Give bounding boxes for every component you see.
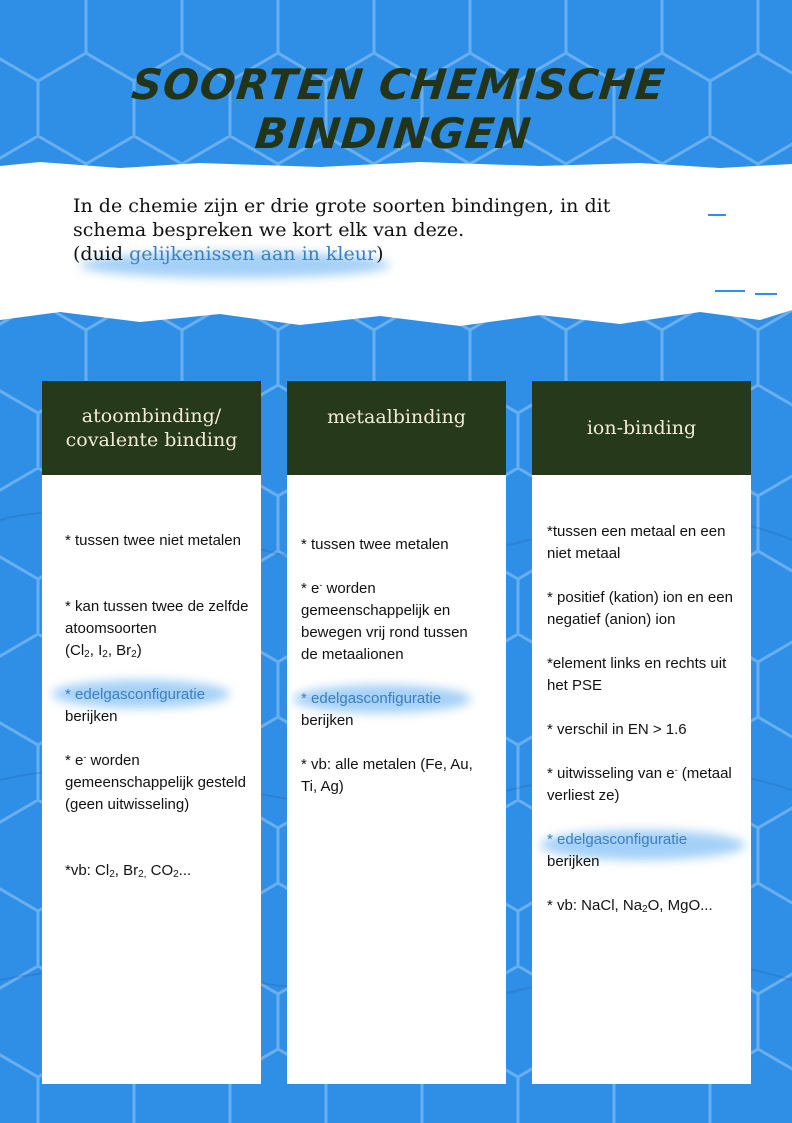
- point-3-text: *element links en rechts uit het PSE: [547, 655, 727, 694]
- formula-part: , Br: [107, 642, 132, 659]
- point-2: [547, 587, 737, 631]
- point-4: [65, 750, 255, 816]
- point-5-text: (metaal verliest ze): [547, 765, 732, 804]
- formula-part: (Cl: [65, 642, 85, 659]
- formula-sub: 2: [173, 869, 179, 880]
- point-2: [301, 578, 486, 666]
- formula-sub: 2: [109, 869, 115, 880]
- formula-sub: 2: [102, 649, 108, 660]
- point-2-text: * kan tussen twee de zelfde atoomsoorten: [65, 598, 249, 637]
- point-7-text: O, MgO...: [647, 897, 713, 914]
- heading: metaalbinding: [327, 406, 466, 428]
- point-3: [301, 688, 491, 732]
- intro-highlight-text: gelijkenissen aan in kleur: [129, 243, 377, 265]
- intro-text: [73, 194, 633, 266]
- intro-line-3-suffix: ): [376, 243, 384, 265]
- point-3-text: berijken: [65, 708, 118, 725]
- point-2-text: worden gemeenschappelijk en bewegen vrij rond tussen de metaalionen: [301, 580, 468, 663]
- point-2: [65, 596, 255, 662]
- point-1-text: *tussen een metaal en een niet metaal: [547, 523, 726, 562]
- point-4: [301, 754, 491, 798]
- point-3-highlight: * edelgasconfiguratie: [65, 686, 206, 703]
- formula-sub: 2: [642, 904, 648, 915]
- point-4-text: * verschil in EN > 1.6: [547, 721, 687, 738]
- point-5: [547, 763, 737, 807]
- point-2-text: * positief (kation) ion en een negatief (anion) ion: [547, 589, 733, 628]
- intro-line-3: [73, 242, 633, 266]
- formula-part: , I: [89, 642, 103, 659]
- point-4: [547, 719, 737, 741]
- point-5: [65, 860, 255, 882]
- formula-sub: 2: [84, 649, 90, 660]
- point-4-text: worden gemeenschappelijk gesteld (geen uitwisseling): [65, 752, 246, 813]
- point-1-text: * tussen twee metalen: [301, 536, 449, 553]
- formula-sub: 2,: [138, 869, 147, 880]
- column-body: [42, 475, 261, 1084]
- column-atoombinding: [42, 381, 261, 1084]
- point-7-text: * vb: NaCl, Na: [547, 897, 643, 914]
- heading-line-1: atoombinding/: [81, 405, 222, 427]
- intro-line-1: In de chemie zijn er drie grote soorten bindingen, in dit: [73, 195, 611, 217]
- column-ion-binding: [532, 381, 751, 1084]
- point-2-text: * e: [301, 580, 320, 597]
- electron-sup: -: [83, 752, 87, 762]
- intro-line-2: schema bespreken we kort elk van deze.: [73, 219, 465, 241]
- point-6-highlight: * edelgasconfiguratie: [547, 831, 688, 848]
- point-3: [65, 684, 255, 728]
- point-6-text: berijken: [547, 853, 600, 870]
- column-header: [532, 381, 751, 475]
- point-3-highlight: * edelgasconfiguratie: [301, 690, 442, 707]
- point-5-text: ...: [178, 862, 192, 879]
- intro-line-3-prefix: (duid: [73, 243, 130, 265]
- point-6: [547, 829, 737, 873]
- point-1: [301, 534, 491, 556]
- point-3-text: berijken: [301, 712, 354, 729]
- point-1: [65, 530, 255, 552]
- page-title: SOORTEN CHEMISCHE BINDINGEN: [129, 60, 668, 158]
- electron-sup: -: [674, 765, 678, 775]
- column-body: [287, 475, 506, 1084]
- column-header: [42, 381, 261, 475]
- point-3: [547, 653, 737, 697]
- point-5-text: , Br: [114, 862, 139, 879]
- point-4-text: * vb: alle metalen (Fe, Au, Ti, Ag): [301, 756, 473, 795]
- point-1-text: * tussen twee niet metalen: [65, 532, 241, 549]
- point-7: [547, 895, 737, 917]
- point-1: [547, 521, 737, 565]
- formula-sub: 2: [131, 649, 137, 660]
- column-body: [532, 475, 751, 1084]
- heading-line-2: covalente binding: [65, 429, 238, 451]
- column-metaalbinding: [287, 381, 506, 1084]
- column-header: [287, 381, 506, 475]
- point-5-text: CO: [146, 862, 174, 879]
- formula: [65, 642, 142, 659]
- heading: ion-binding: [586, 417, 697, 439]
- formula-part: ): [136, 642, 142, 659]
- electron-sup: -: [319, 580, 323, 590]
- point-5-text: *vb: Cl: [65, 862, 110, 879]
- point-4-text: * e: [65, 752, 84, 769]
- point-5-text: * uitwisseling van e: [547, 765, 675, 782]
